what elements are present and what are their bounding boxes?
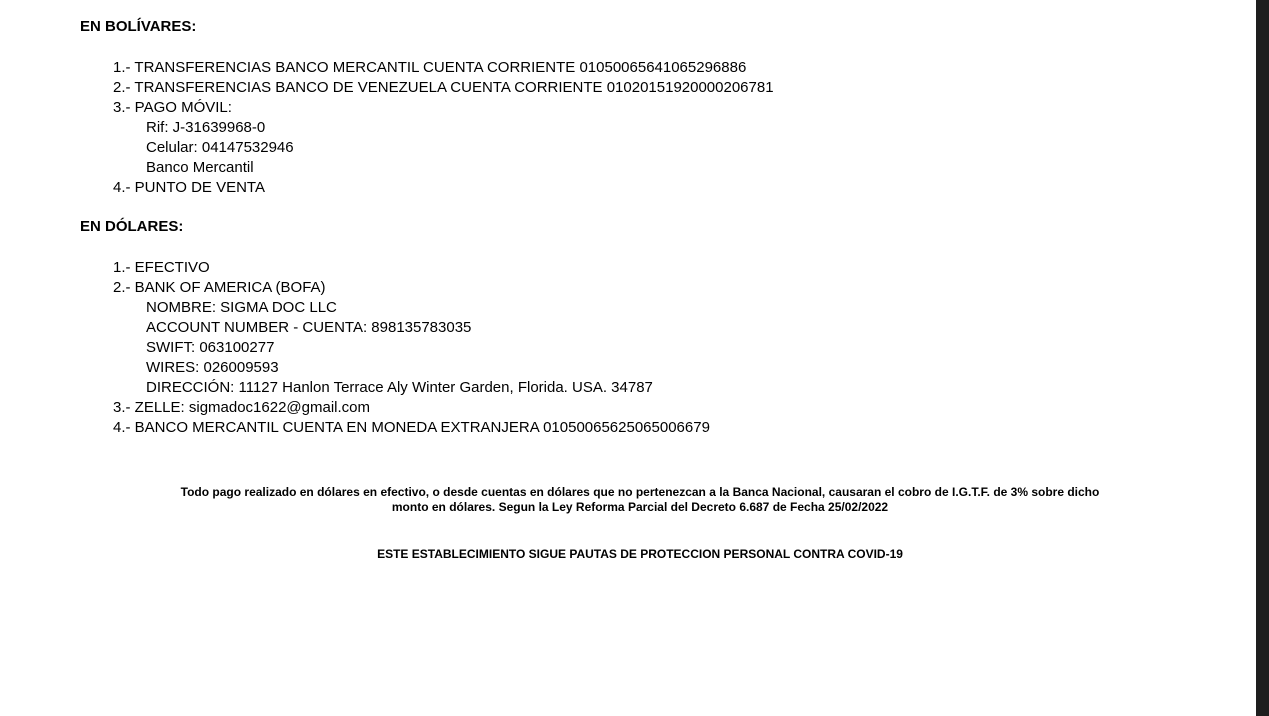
bofa-account: ACCOUNT NUMBER - CUENTA: 898135783035: [146, 319, 472, 336]
list-item: 1.- TRANSFERENCIAS BANCO MERCANTIL CUENTA CORRIENTE 01050065641065296886: [113, 59, 747, 76]
list-item: 3.- PAGO MÓVIL:: [113, 99, 232, 116]
igtf-notice-line-1: Todo pago realizado en dólares en efectivo, o desde cuentas en dólares que no pertenezcan a la Banca Nacional, causaran el cobro de I.G.T.F. de 3% sobre dicho: [180, 485, 1100, 499]
list-item: 3.- ZELLE: sigmadoc1622@gmail.com: [113, 399, 371, 416]
list-item: 4.- BANCO MERCANTIL CUENTA EN MONEDA EXTRANJERA 01050065625065006679: [113, 419, 710, 436]
dolares-payment-list: [113, 258, 710, 438]
list-item: 2.- TRANSFERENCIAS BANCO DE VENEZUELA CUENTA CORRIENTE 01020151920000206781: [113, 79, 774, 96]
bolivares-heading: EN BOLÍVARES:: [80, 18, 197, 35]
list-item: 4.- PUNTO DE VENTA: [113, 179, 265, 196]
bofa-direccion: DIRECCIÓN: 11127 Hanlon Terrace Aly Winter Garden, Florida. USA. 34787: [146, 379, 653, 396]
list-item: 2.- BANK OF AMERICA (BOFA): [113, 279, 326, 296]
bofa-swift: SWIFT: 063100277: [146, 339, 275, 356]
bofa-nombre: NOMBRE: SIGMA DOC LLC: [146, 299, 337, 316]
pago-movil-rif: Rif: J-31639968-0: [146, 119, 266, 136]
pago-movil-celular: Celular: 04147532946: [146, 139, 294, 156]
list-item: 1.- EFECTIVO: [113, 259, 210, 276]
bofa-wires: WIRES: 026009593: [146, 359, 279, 376]
pago-movil-banco: Banco Mercantil: [146, 159, 254, 176]
covid-notice: ESTE ESTABLECIMIENTO SIGUE PAUTAS DE PROTECCION PERSONAL CONTRA COVID-19: [377, 547, 903, 561]
bolivares-payment-list: [113, 58, 774, 198]
scrollbar[interactable]: [1256, 0, 1269, 716]
igtf-notice-line-2: monto en dólares. Segun la Ley Reforma Parcial del Decreto 6.687 de Fecha 25/02/2022: [391, 500, 889, 514]
dolares-heading: EN DÓLARES:: [80, 218, 184, 235]
